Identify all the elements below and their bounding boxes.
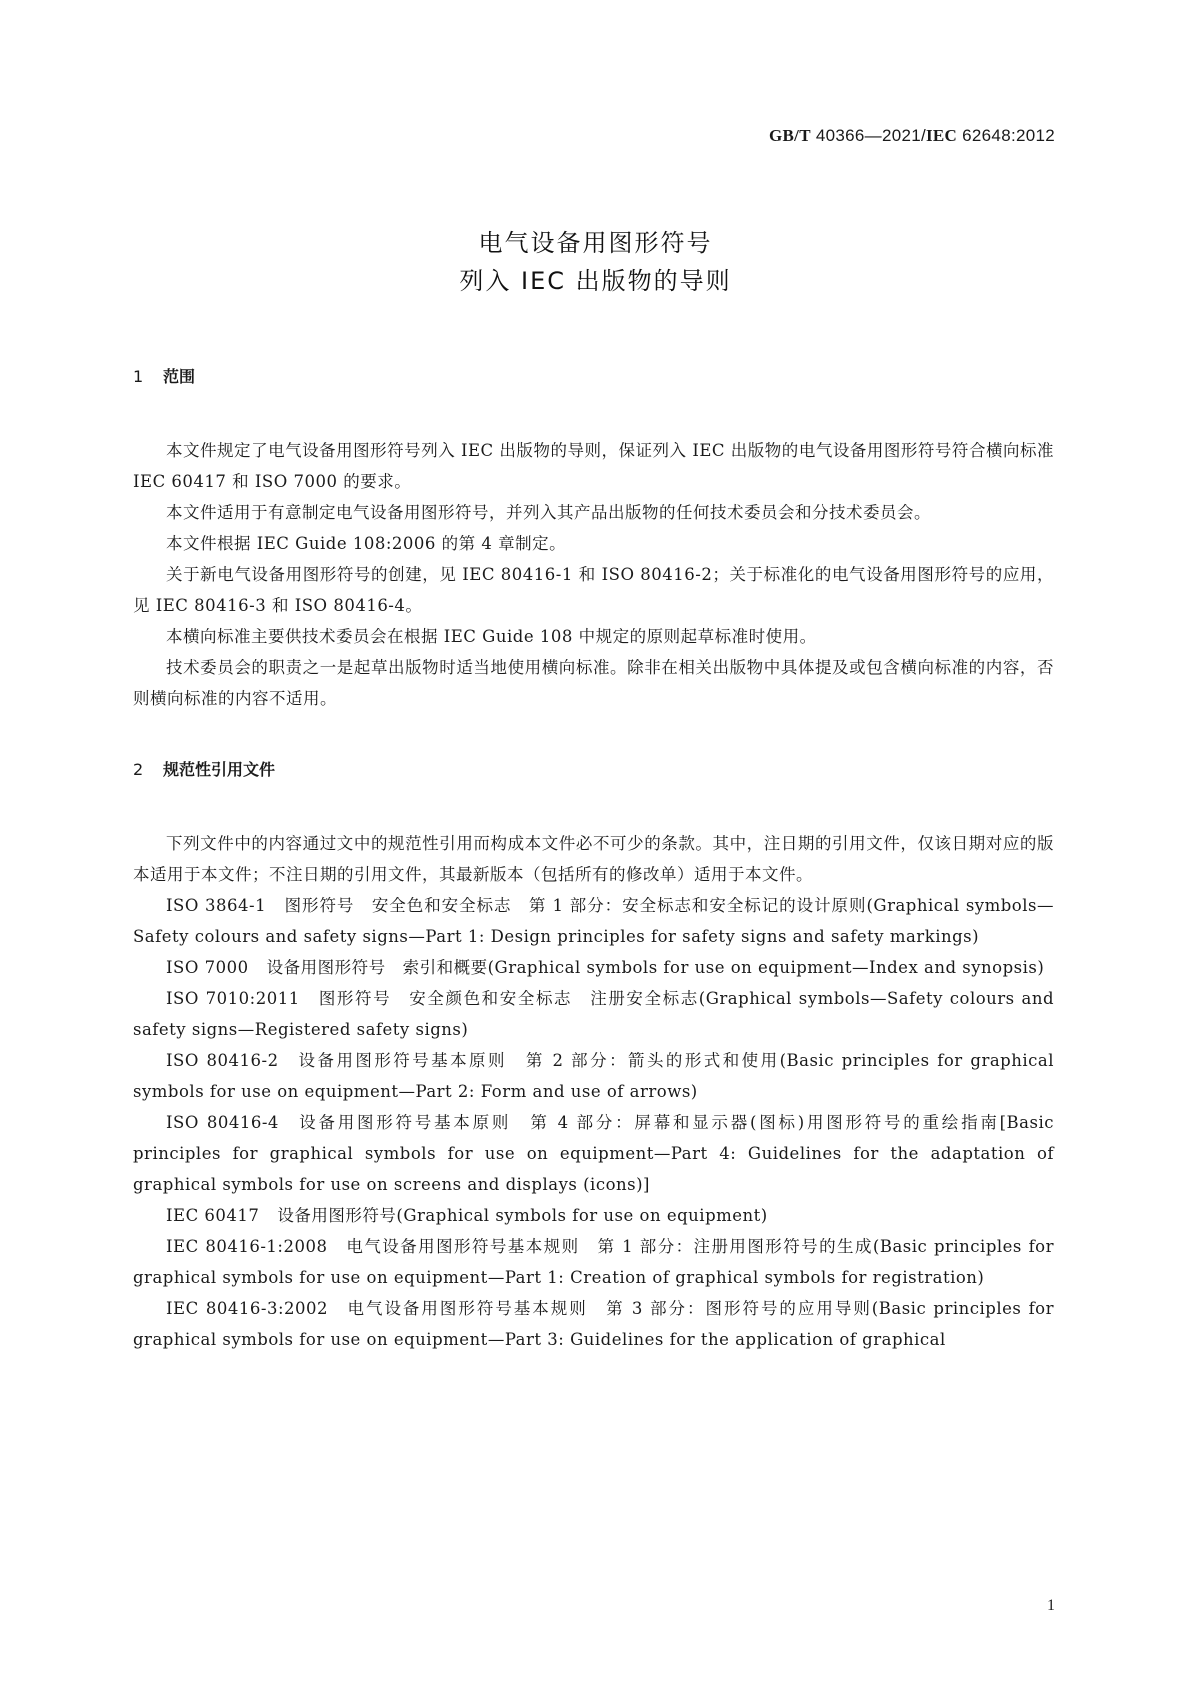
reference-code: ISO 80416-4: [166, 1113, 279, 1132]
reference-item: [133, 1231, 1054, 1293]
reference-code: IEC 80416-3:2002: [166, 1299, 329, 1318]
paragraph: 本横向标准主要供技术委员会在根据 IEC Guide 108 中规定的原则起草标准时使用。: [166, 627, 817, 646]
reference-cn-title: 电气设备用图形符号基本规则 第 1 部分：注册用图形符号的生成: [345, 1237, 873, 1256]
iec-number: 62648:2012: [962, 126, 1055, 145]
reference-item: [133, 983, 1054, 1045]
reference-cn-title: 设备用图形符号基本原则 第 4 部分：屏幕和显示器(图标)用图形符号的重绘指南: [296, 1113, 1000, 1132]
reference-code: IEC 80416-1:2008: [166, 1237, 328, 1256]
section-heading-normative-references: [133, 758, 1054, 782]
paragraph: 关于新电气设备用图形符号的创建，见 IEC 80416-1 和 ISO 80416-2；关于标准化的电气设备用图形符号的应用，见 IEC 80416-3 和 ISO 80416-4。: [133, 565, 1054, 615]
reference-cn-title: 图形符号 安全颜色和安全标志 注册安全标志: [317, 989, 699, 1008]
reference-item: [133, 890, 1054, 952]
reference-item: [133, 1200, 1054, 1231]
reference-item: [133, 952, 1054, 983]
reference-en-title: (Graphical symbols for use on equipment): [396, 1206, 768, 1225]
reference-cn-title: 电气设备用图形符号基本规则 第 3 部分：图形符号的应用导则: [346, 1299, 872, 1318]
section-number: 1: [133, 367, 144, 386]
iec-prefix: IEC: [926, 126, 958, 145]
reference-en-title: (Basic principles for graphical symbols for use on equipment—Part 1: Creation of graphical symbols for registration): [133, 1237, 1055, 1287]
reference-cn-title: 图形符号 安全色和安全标志 第 1 部分：安全标志和安全标记的设计原则: [284, 896, 867, 915]
title-line-2: 列入 IEC 出版物的导则: [459, 267, 732, 295]
reference-code: IEC 60417: [166, 1206, 260, 1225]
spacer: [133, 714, 1054, 758]
section-title: 范围: [163, 367, 196, 386]
reference-item: [133, 1293, 1054, 1355]
reference-code: ISO 7010:2011: [166, 989, 300, 1008]
references-intro: 下列文件中的内容通过文中的规范性引用而构成本文件必不可少的条款。其中，注日期的引用文件，仅该日期对应的版本适用于本文件；不注日期的引用文件，其最新版本（包括所有的修改单）适用于本文件。: [133, 834, 1054, 884]
document-title: [0, 224, 1191, 300]
title-line-1: 电气设备用图形符号: [478, 229, 713, 257]
paragraph: 本文件根据 IEC Guide 108:2006 的第 4 章制定。: [166, 534, 567, 553]
paragraph: 技术委员会的职责之一是起草出版物时适当地使用横向标准。除非在相关出版物中具体提及或包含横向标准的内容，否则横向标准的内容不适用。: [133, 658, 1054, 708]
reference-en-title: (Graphical symbols—Safety colours and safety signs—Registered safety signs): [133, 989, 1055, 1039]
paragraph: 本文件规定了电气设备用图形符号列入 IEC 出版物的导则，保证列入 IEC 出版物的电气设备用图形符号符合横向标准 IEC 60417 和 ISO 7000 的要求。: [133, 441, 1054, 491]
reference-cn-title: 设备用图形符号: [277, 1206, 397, 1225]
section-heading-scope: [133, 365, 1054, 389]
std-prefix: GB/T: [769, 126, 811, 145]
reference-en-title: (Graphical symbols—Safety colours and safety signs—Part 1: Design principles for safety signs and safety markings): [133, 896, 1054, 946]
std-number: 40366—2021/: [815, 126, 926, 145]
spacer: [133, 389, 1054, 435]
page-number: 1: [1047, 1597, 1055, 1614]
section-number: 2: [133, 760, 144, 779]
reference-code: ISO 7000: [166, 958, 249, 977]
reference-en-title: [Basic principles for graphical symbols for use on equipment—Part 4: Guidelines for the adaptation of graphical symbols for use on screens and displays (icons)]: [133, 1113, 1054, 1194]
reference-item: [133, 1045, 1054, 1107]
paragraph: 本文件适用于有意制定电气设备用图形符号，并列入其产品出版物的任何技术委员会和分技术委员会。: [166, 503, 931, 522]
reference-cn-title: 设备用图形符号基本原则 第 2 部分：箭头的形式和使用: [296, 1051, 780, 1070]
reference-cn-title: 设备用图形符号 索引和概要: [266, 958, 488, 977]
reference-en-title: (Basic principles for graphical symbols for use on equipment—Part 2: Form and use of arrows): [133, 1051, 1054, 1101]
standard-code-header: [769, 126, 1055, 146]
section-title: 规范性引用文件: [163, 760, 276, 779]
reference-code: ISO 3864-1: [166, 896, 267, 915]
spacer: [133, 782, 1054, 828]
reference-code: ISO 80416-2: [166, 1051, 279, 1070]
reference-item: [133, 1107, 1054, 1200]
reference-en-title: (Graphical symbols for use on equipment—Index and synopsis): [487, 958, 1045, 977]
document-body: [133, 365, 1054, 1355]
reference-en-title: (Basic principles for graphical symbols for use on equipment—Part 3: Guidelines for the application of graphical: [133, 1299, 1054, 1349]
